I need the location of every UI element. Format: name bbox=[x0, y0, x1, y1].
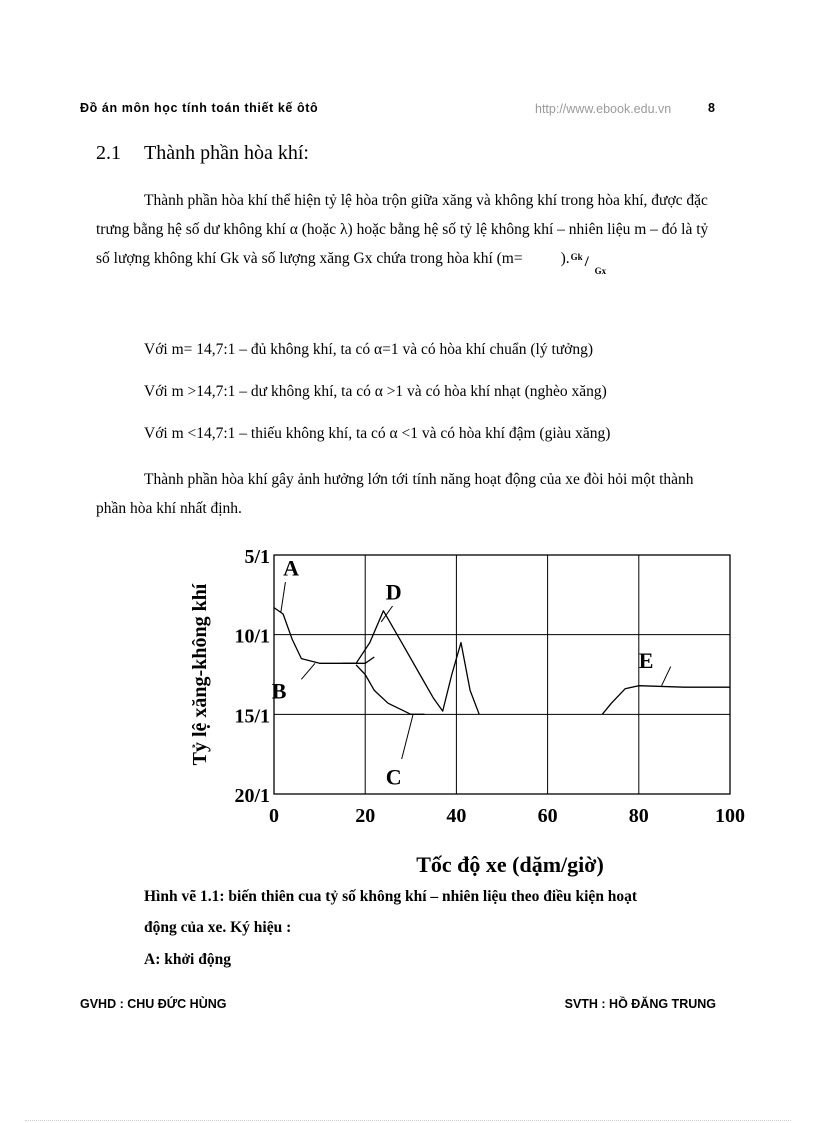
intro-text-end: ). bbox=[560, 250, 570, 267]
intro-paragraph bbox=[96, 186, 722, 276]
header-title: Đồ án môn học tính toán thiết kế ôtô bbox=[80, 101, 319, 115]
annotation-b: B bbox=[271, 678, 287, 704]
case-line-2: Với m >14,7:1 – dư không khí, ta có α >1 và có hòa khí nhạt (nghèo xăng) bbox=[144, 383, 607, 400]
section-heading bbox=[96, 142, 309, 165]
x-tick-label: 0 bbox=[269, 805, 279, 827]
footer-instructor: GVHD : CHU ĐỨC HÙNG bbox=[80, 997, 227, 1011]
annotation-d: D bbox=[385, 579, 402, 605]
paragraph-2: Thành phần hòa khí gây ảnh hưởng lớn tới tính năng hoạt động của xe đòi hỏi một thành phần hòa khí nhất định. bbox=[96, 471, 694, 517]
fraction-denominator: Gx bbox=[594, 266, 607, 276]
annotation-leader bbox=[381, 606, 392, 622]
y-tick-label: 20/1 bbox=[234, 785, 270, 807]
header-url[interactable]: http://www.ebook.edu.vn bbox=[535, 102, 672, 116]
case-line-3: Với m <14,7:1 – thiếu không khí, ta có α <1 và có hòa khí đậm (giàu xăng) bbox=[144, 425, 611, 442]
annotation-leader bbox=[402, 714, 413, 759]
annotation-leader bbox=[662, 667, 671, 686]
intro-text: Thành phần hòa khí thể hiện tỷ lệ hòa trộn giữa xăng và không khí trong hòa khí, được đặc trưng bằng hệ số dư không khí α (hoặc λ) hoặc bằng hệ số tỷ lệ không khí – nhiên liệu m – đó là tỷ số lượng không khí Gk và số lượng xăng Gx chứa trong hòa khí (m= bbox=[96, 192, 709, 267]
series-line-c bbox=[356, 665, 424, 714]
figure-caption-line-3: A: khởi động bbox=[144, 951, 231, 968]
mass-ratio-fraction: Gk / Gx bbox=[523, 247, 561, 269]
x-tick-label: 40 bbox=[446, 805, 467, 827]
air-fuel-chart bbox=[180, 535, 770, 885]
annotation-leader bbox=[281, 582, 286, 612]
chart-series bbox=[271, 579, 730, 759]
fraction-numerator: Gk bbox=[570, 252, 583, 262]
x-tick-label: 80 bbox=[628, 805, 649, 827]
y-tick-label: 5/1 bbox=[244, 546, 270, 568]
plot-frame bbox=[271, 555, 730, 794]
y-tick-label: 15/1 bbox=[234, 705, 270, 728]
y-axis-label: Tỷ lệ xăng-không khí bbox=[189, 583, 211, 766]
x-tick-label: 60 bbox=[537, 805, 558, 827]
chart-grid bbox=[271, 555, 730, 794]
series-line-a-b bbox=[274, 608, 374, 664]
figure-caption-line-1: Hình vẽ 1.1: biến thiên cua tỷ số không khí – nhiên liệu theo điều kiện hoạt bbox=[144, 888, 638, 905]
x-tick-label: 20 bbox=[355, 805, 376, 827]
figure-caption-line-2: động của xe. Ký hiệu : bbox=[144, 919, 292, 936]
footer-student: SVTH : HỒ ĐĂNG TRUNG bbox=[564, 997, 716, 1011]
series-line-e bbox=[602, 686, 730, 715]
section-number: 2.1 bbox=[96, 142, 121, 164]
annotation-c: C bbox=[385, 764, 402, 790]
annotation-a: A bbox=[283, 555, 300, 581]
x-tick-label: 100 bbox=[715, 805, 745, 827]
page-number: 8 bbox=[708, 101, 715, 115]
series-line-c-d bbox=[342, 611, 479, 715]
case-line-1: Với m= 14,7:1 – đủ không khí, ta có α=1 và có hòa khí chuẩn (lý tưởng) bbox=[144, 341, 594, 358]
annotation-e: E bbox=[638, 648, 654, 674]
bottom-dotted-divider bbox=[25, 1120, 791, 1121]
x-axis-label: Tốc độ xe (dặm/giờ) bbox=[416, 852, 604, 877]
y-tick-label: 10/1 bbox=[234, 625, 270, 648]
section-title: Thành phần hòa khí: bbox=[144, 142, 309, 164]
annotation-leader bbox=[301, 663, 315, 679]
